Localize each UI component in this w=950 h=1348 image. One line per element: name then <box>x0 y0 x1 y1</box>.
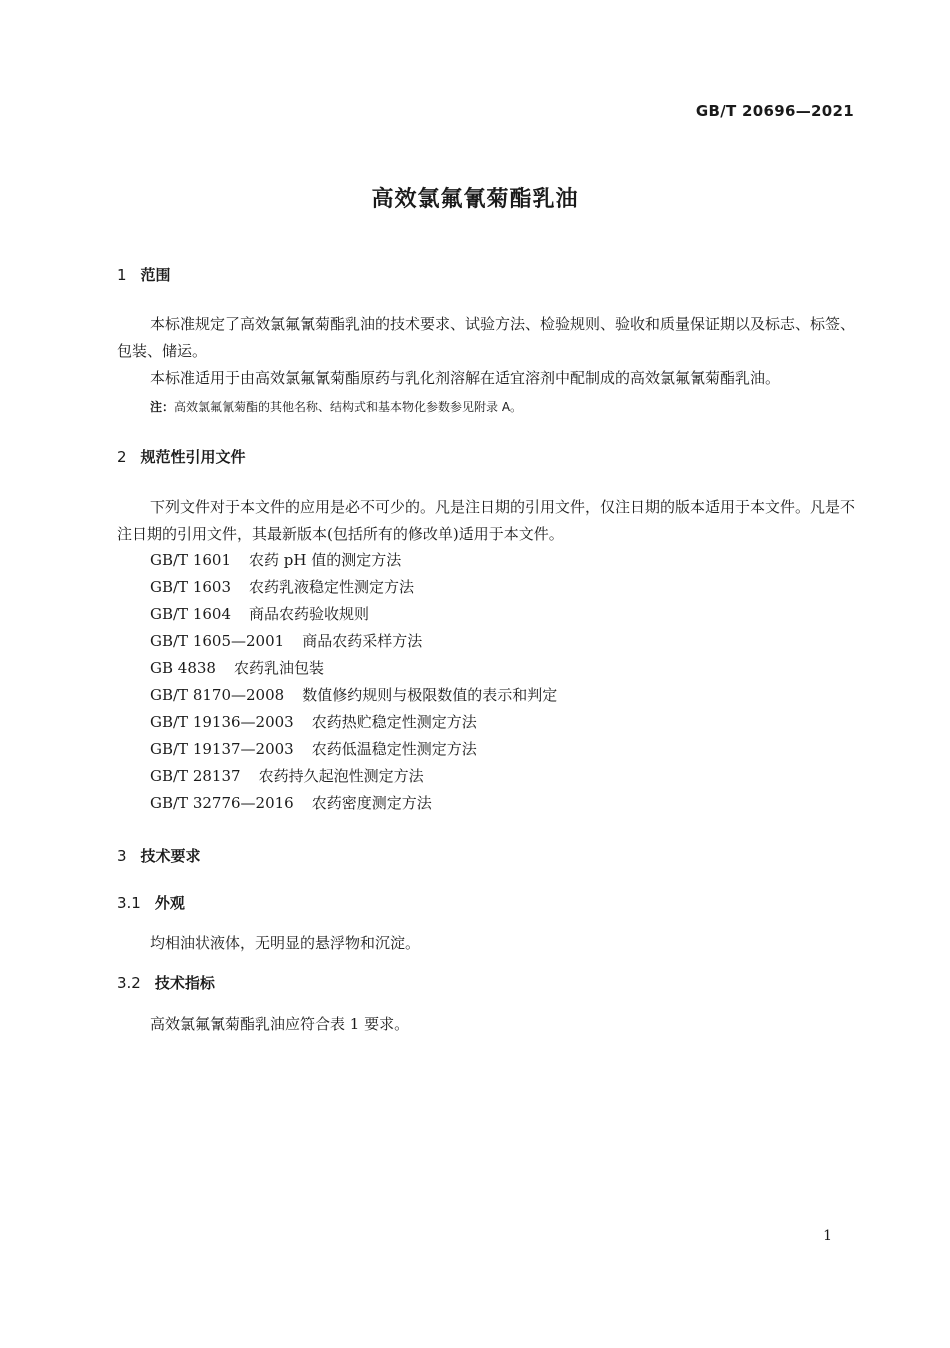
reference-code: GB/T 1601 <box>150 551 232 569</box>
section-number: 3 <box>117 847 127 865</box>
reference-code: GB/T 19136—2003 <box>150 713 294 731</box>
section-title: 范围 <box>140 266 171 284</box>
reference-name: 农药乳液稳定性测定方法 <box>249 578 415 596</box>
scope-paragraph-1: 本标准规定了高效氯氟氰菊酯乳油的技术要求、试验方法、检验规则、验收和质量保证期以及标志、标签、包装、储运。 <box>117 315 856 360</box>
section-2-heading <box>117 446 246 467</box>
list-item <box>150 574 557 601</box>
list-item <box>150 547 557 574</box>
subsection-3-1-heading <box>117 892 185 913</box>
reference-name: 农药 pH 值的测定方法 <box>249 551 402 569</box>
list-item <box>150 682 557 709</box>
reference-name: 农药持久起泡性测定方法 <box>258 767 424 785</box>
reference-code: GB/T 19137—2003 <box>150 740 294 758</box>
reference-code: GB/T 1603 <box>150 578 232 596</box>
references-intro-paragraph: 下列文件对于本文件的应用是必不可少的。凡是注日期的引用文件，仅注日期的版本适用于本文件。凡是不注日期的引用文件，其最新版本(包括所有的修改单)适用于本文件。 <box>117 498 856 543</box>
section-title: 技术要求 <box>140 847 201 865</box>
reference-name: 农药低温稳定性测定方法 <box>311 740 477 758</box>
reference-name: 农药密度测定方法 <box>311 794 432 812</box>
reference-code: GB/T 1604 <box>150 605 232 623</box>
section-1-heading <box>117 264 171 285</box>
scope-note <box>150 398 522 415</box>
subsection-number: 3.1 <box>117 894 141 912</box>
reference-name: 农药乳油包装 <box>233 659 324 677</box>
scope-paragraph-2: 本标准适用于由高效氯氟氰菊酯原药与乳化剂溶解在适宜溶剂中配制成的高效氯氟氰菊酯乳油。 <box>150 369 781 387</box>
list-item <box>150 790 557 817</box>
page-number: 1 <box>823 1228 832 1244</box>
subsection-title: 外观 <box>154 894 185 912</box>
note-label: 注： <box>150 400 175 414</box>
reference-name: 商品农药采样方法 <box>302 632 423 650</box>
list-item <box>150 628 557 655</box>
subsection-3-2-heading <box>117 972 215 993</box>
standard-number: GB/T 20696—2021 <box>695 102 854 120</box>
reference-code: GB 4838 <box>150 659 216 677</box>
section-number: 1 <box>117 266 127 284</box>
reference-name: 农药热贮稳定性测定方法 <box>311 713 477 731</box>
list-item <box>150 763 557 790</box>
reference-code: GB/T 32776—2016 <box>150 794 294 812</box>
reference-code: GB/T 28137 <box>150 767 241 785</box>
reference-name: 数值修约规则与极限数值的表示和判定 <box>302 686 558 704</box>
reference-name: 商品农药验收规则 <box>249 605 370 623</box>
list-item <box>150 601 557 628</box>
appearance-text: 均相油状液体，无明显的悬浮物和沉淀。 <box>150 934 421 952</box>
reference-code: GB/T 8170—2008 <box>150 686 285 704</box>
technical-index-text: 高效氯氟氰菊酯乳油应符合表 1 要求。 <box>150 1015 410 1033</box>
subsection-number: 3.2 <box>117 974 141 992</box>
note-text: 高效氯氟氰菊酯的其他名称、结构式和基本物化参数参见附录 A。 <box>174 400 523 414</box>
list-item <box>150 736 557 763</box>
reference-list <box>150 547 557 817</box>
list-item <box>150 655 557 682</box>
subsection-title: 技术指标 <box>154 974 215 992</box>
reference-code: GB/T 1605—2001 <box>150 632 285 650</box>
section-number: 2 <box>117 448 127 466</box>
list-item <box>150 709 557 736</box>
section-title: 规范性引用文件 <box>140 448 246 466</box>
section-3-heading <box>117 845 201 866</box>
document-title: 高效氯氟氰菊酯乳油 <box>371 187 579 212</box>
